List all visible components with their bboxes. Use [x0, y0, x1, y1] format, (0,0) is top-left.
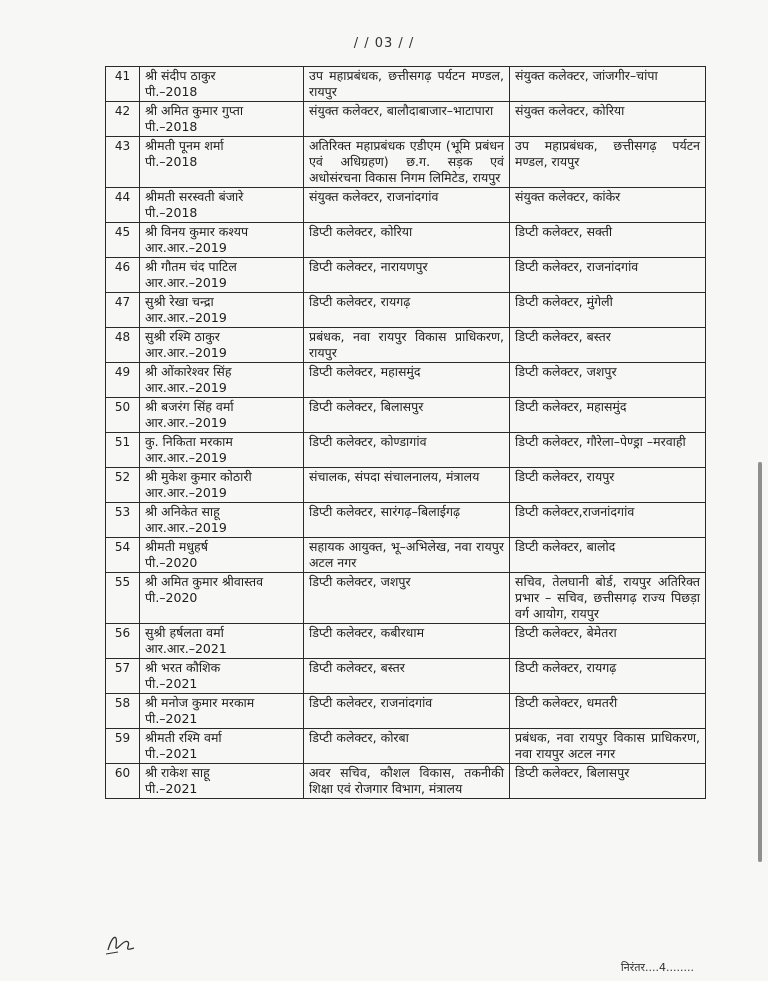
serial-number: 43	[106, 137, 140, 188]
new-posting: उप महाप्रबंधक, छत्तीसगढ़ पर्यटन मण्डल, रायपुर	[510, 137, 706, 188]
serial-number: 57	[106, 659, 140, 694]
serial-number: 53	[106, 503, 140, 538]
officer-cell	[140, 538, 304, 573]
officer-batch: आर.आर.–2019	[145, 345, 227, 360]
current-posting: अतिरिक्त महाप्रबंधक एडीएम (भूमि प्रबंधन एवं अधिग्रहण) छ.ग. सड़क एवं अधोसंरचना विकास निगम लिमिटेड, रायपुर	[304, 137, 510, 188]
current-posting: डिप्टी कलेक्टर, कबीरधाम	[304, 624, 510, 659]
current-posting: संचालक, संपदा संचालनालय, मंत्रालय	[304, 468, 510, 503]
officer-batch: आर.आर.–2019	[145, 310, 227, 325]
officer-batch: आर.आर.–2019	[145, 380, 227, 395]
officer-cell	[140, 102, 304, 137]
officer-cell	[140, 468, 304, 503]
officer-batch: आर.आर.–2021	[145, 641, 227, 656]
serial-number: 51	[106, 433, 140, 468]
current-posting: डिप्टी कलेक्टर, बिलासपुर	[304, 398, 510, 433]
officer-batch: आर.आर.–2019	[145, 450, 227, 465]
officer-cell	[140, 363, 304, 398]
serial-number: 59	[106, 729, 140, 764]
officer-cell	[140, 398, 304, 433]
officer-name: सुश्री रेखा चन्द्रा	[145, 294, 214, 309]
serial-number: 58	[106, 694, 140, 729]
new-posting: डिप्टी कलेक्टर, राजनांदगांव	[510, 258, 706, 293]
officer-cell	[140, 694, 304, 729]
officer-name: कु. निकिता मरकाम	[145, 434, 233, 449]
table-row	[106, 573, 706, 624]
table-row	[106, 433, 706, 468]
new-posting: संयुक्त कलेक्टर, जांजगीर–चांपा	[510, 67, 706, 102]
serial-number: 44	[106, 188, 140, 223]
new-posting: डिप्टी कलेक्टर, मुंगेली	[510, 293, 706, 328]
serial-number: 50	[106, 398, 140, 433]
officer-cell	[140, 503, 304, 538]
new-posting: प्रबंधक, नवा रायपुर विकास प्राधिकरण, नवा रायपुर अटल नगर	[510, 729, 706, 764]
officer-cell	[140, 137, 304, 188]
new-posting: डिप्टी कलेक्टर, बेमेतरा	[510, 624, 706, 659]
table-row	[106, 624, 706, 659]
officer-name: श्री बजरंग सिंह वर्मा	[145, 399, 234, 414]
officer-cell	[140, 624, 304, 659]
officer-name: सुश्री हर्षलता वर्मा	[145, 625, 224, 640]
new-posting: डिप्टी कलेक्टर, बस्तर	[510, 328, 706, 363]
current-posting: संयुक्त कलेक्टर, राजनांदगांव	[304, 188, 510, 223]
officer-name: श्रीमती रश्मि वर्मा	[145, 730, 222, 745]
officer-batch: आर.आर.–2019	[145, 240, 227, 255]
current-posting: डिप्टी कलेक्टर, नारायणपुर	[304, 258, 510, 293]
table-row	[106, 363, 706, 398]
new-posting: डिप्टी कलेक्टर, रायगढ़	[510, 659, 706, 694]
officer-batch: पी.–2021	[145, 711, 198, 726]
new-posting: डिप्टी कलेक्टर,राजनांदगांव	[510, 503, 706, 538]
officer-name: श्री भरत कौशिक	[145, 660, 221, 675]
continued-note: निरंतर....4........	[620, 961, 694, 974]
serial-number: 55	[106, 573, 140, 624]
current-posting: संयुक्त कलेक्टर, बालौदाबाजार–भाटापारा	[304, 102, 510, 137]
new-posting: डिप्टी कलेक्टर, बालोद	[510, 538, 706, 573]
officer-cell	[140, 764, 304, 799]
new-posting: डिप्टी कलेक्टर, बिलासपुर	[510, 764, 706, 799]
table-row	[106, 538, 706, 573]
transfer-list-table	[105, 66, 706, 799]
page-number: / / 03 / /	[353, 36, 415, 51]
current-posting: डिप्टी कलेक्टर, कोण्डागांव	[304, 433, 510, 468]
current-posting: डिप्टी कलेक्टर, कोरिया	[304, 223, 510, 258]
table-row	[106, 468, 706, 503]
officer-cell	[140, 659, 304, 694]
officer-name: श्रीमती सरस्वती बंजारे	[145, 189, 244, 204]
current-posting: प्रबंधक, नवा रायपुर विकास प्राधिकरण, रायपुर	[304, 328, 510, 363]
serial-number: 49	[106, 363, 140, 398]
officer-cell	[140, 258, 304, 293]
officer-cell	[140, 328, 304, 363]
current-posting: अवर सचिव, कौशल विकास, तकनीकी शिक्षा एवं रोजगार विभाग, मंत्रालय	[304, 764, 510, 799]
officer-batch: पी.–2020	[145, 590, 198, 605]
officer-batch: आर.आर.–2019	[145, 275, 227, 290]
table-row	[106, 102, 706, 137]
serial-number: 52	[106, 468, 140, 503]
serial-number: 54	[106, 538, 140, 573]
new-posting: डिप्टी कलेक्टर, गौरेला–पेण्ड्रा –मरवाही	[510, 433, 706, 468]
serial-number: 42	[106, 102, 140, 137]
officer-cell	[140, 67, 304, 102]
officer-name: श्री अमित कुमार श्रीवास्तव	[145, 574, 264, 589]
officer-name: श्री गौतम चंद पाटिल	[145, 259, 237, 274]
new-posting: डिप्टी कलेक्टर, रायपुर	[510, 468, 706, 503]
serial-number: 41	[106, 67, 140, 102]
officer-batch: आर.आर.–2019	[145, 520, 227, 535]
scrollbar[interactable]	[758, 462, 762, 862]
current-posting: सहायक आयुक्त, भू–अभिलेख, नवा रायपुर अटल नगर	[304, 538, 510, 573]
new-posting: डिप्टी कलेक्टर, महासमुंद	[510, 398, 706, 433]
officer-cell	[140, 433, 304, 468]
current-posting: उप महाप्रबंधक, छत्तीसगढ़ पर्यटन मण्डल, रायपुर	[304, 67, 510, 102]
table-row	[106, 223, 706, 258]
officer-cell	[140, 293, 304, 328]
serial-number: 60	[106, 764, 140, 799]
officer-batch: पी.–2021	[145, 746, 198, 761]
table-row	[106, 729, 706, 764]
current-posting: डिप्टी कलेक्टर, सारंगढ़–बिलाईगढ़	[304, 503, 510, 538]
officer-cell	[140, 729, 304, 764]
table-row	[106, 503, 706, 538]
officer-name: श्री संदीप ठाकुर	[145, 68, 216, 83]
officer-batch: पी.–2018	[145, 205, 198, 220]
officer-batch: पी.–2020	[145, 555, 198, 570]
officer-name: सुश्री रश्मि ठाकुर	[145, 329, 220, 344]
serial-number: 47	[106, 293, 140, 328]
officer-name: श्री अनिकेत साहू	[145, 504, 220, 519]
table-row	[106, 293, 706, 328]
officer-name: श्री राकेश साहू	[145, 765, 210, 780]
new-posting: डिप्टी कलेक्टर, जशपुर	[510, 363, 706, 398]
officer-cell	[140, 573, 304, 624]
new-posting: डिप्टी कलेक्टर, सक्ती	[510, 223, 706, 258]
current-posting: डिप्टी कलेक्टर, रायगढ़	[304, 293, 510, 328]
table-row	[106, 764, 706, 799]
officer-cell	[140, 188, 304, 223]
table-row	[106, 328, 706, 363]
officer-batch: पी.–2021	[145, 781, 198, 796]
officer-name: श्री अमित कुमार गुप्ता	[145, 103, 244, 118]
table-row	[106, 398, 706, 433]
current-posting: डिप्टी कलेक्टर, महासमुंद	[304, 363, 510, 398]
table-row	[106, 694, 706, 729]
officer-name: श्रीमती पूनम शर्मा	[145, 138, 224, 153]
table-row	[106, 258, 706, 293]
table-row	[106, 188, 706, 223]
new-posting: संयुक्त कलेक्टर, कोरिया	[510, 102, 706, 137]
officer-name: श्री विनय कुमार कश्यप	[145, 224, 249, 239]
officer-batch: पी.–2018	[145, 84, 198, 99]
table-row	[106, 659, 706, 694]
current-posting: डिप्टी कलेक्टर, कोरबा	[304, 729, 510, 764]
officer-batch: पी.–2018	[145, 154, 198, 169]
serial-number: 48	[106, 328, 140, 363]
current-posting: डिप्टी कलेक्टर, जशपुर	[304, 573, 510, 624]
officer-batch: आर.आर.–2019	[145, 485, 227, 500]
new-posting: डिप्टी कलेक्टर, धमतरी	[510, 694, 706, 729]
current-posting: डिप्टी कलेक्टर, राजनांदगांव	[304, 694, 510, 729]
officer-name: श्री मुकेश कुमार कोठारी	[145, 469, 252, 484]
table-row	[106, 67, 706, 102]
officer-batch: पी.–2021	[145, 676, 198, 691]
new-posting: सचिव, तेलघानी बोर्ड, रायपुर अतिरिक्त प्रभार – सचिव, छत्तीसगढ़ राज्य पिछड़ा वर्ग आयोग, रायपुर	[510, 573, 706, 624]
signature-mark	[104, 928, 140, 958]
serial-number: 46	[106, 258, 140, 293]
officer-batch: आर.आर.–2019	[145, 415, 227, 430]
serial-number: 56	[106, 624, 140, 659]
table-row	[106, 137, 706, 188]
officer-batch: पी.–2018	[145, 119, 198, 134]
serial-number: 45	[106, 223, 140, 258]
current-posting: डिप्टी कलेक्टर, बस्तर	[304, 659, 510, 694]
new-posting: संयुक्त कलेक्टर, कांकेर	[510, 188, 706, 223]
officer-name: श्री ओंकारेश्वर सिंह	[145, 364, 232, 379]
officer-name: श्रीमती मधुहर्ष	[145, 539, 208, 554]
officer-cell	[140, 223, 304, 258]
officer-name: श्री मनोज कुमार मरकाम	[145, 695, 255, 710]
